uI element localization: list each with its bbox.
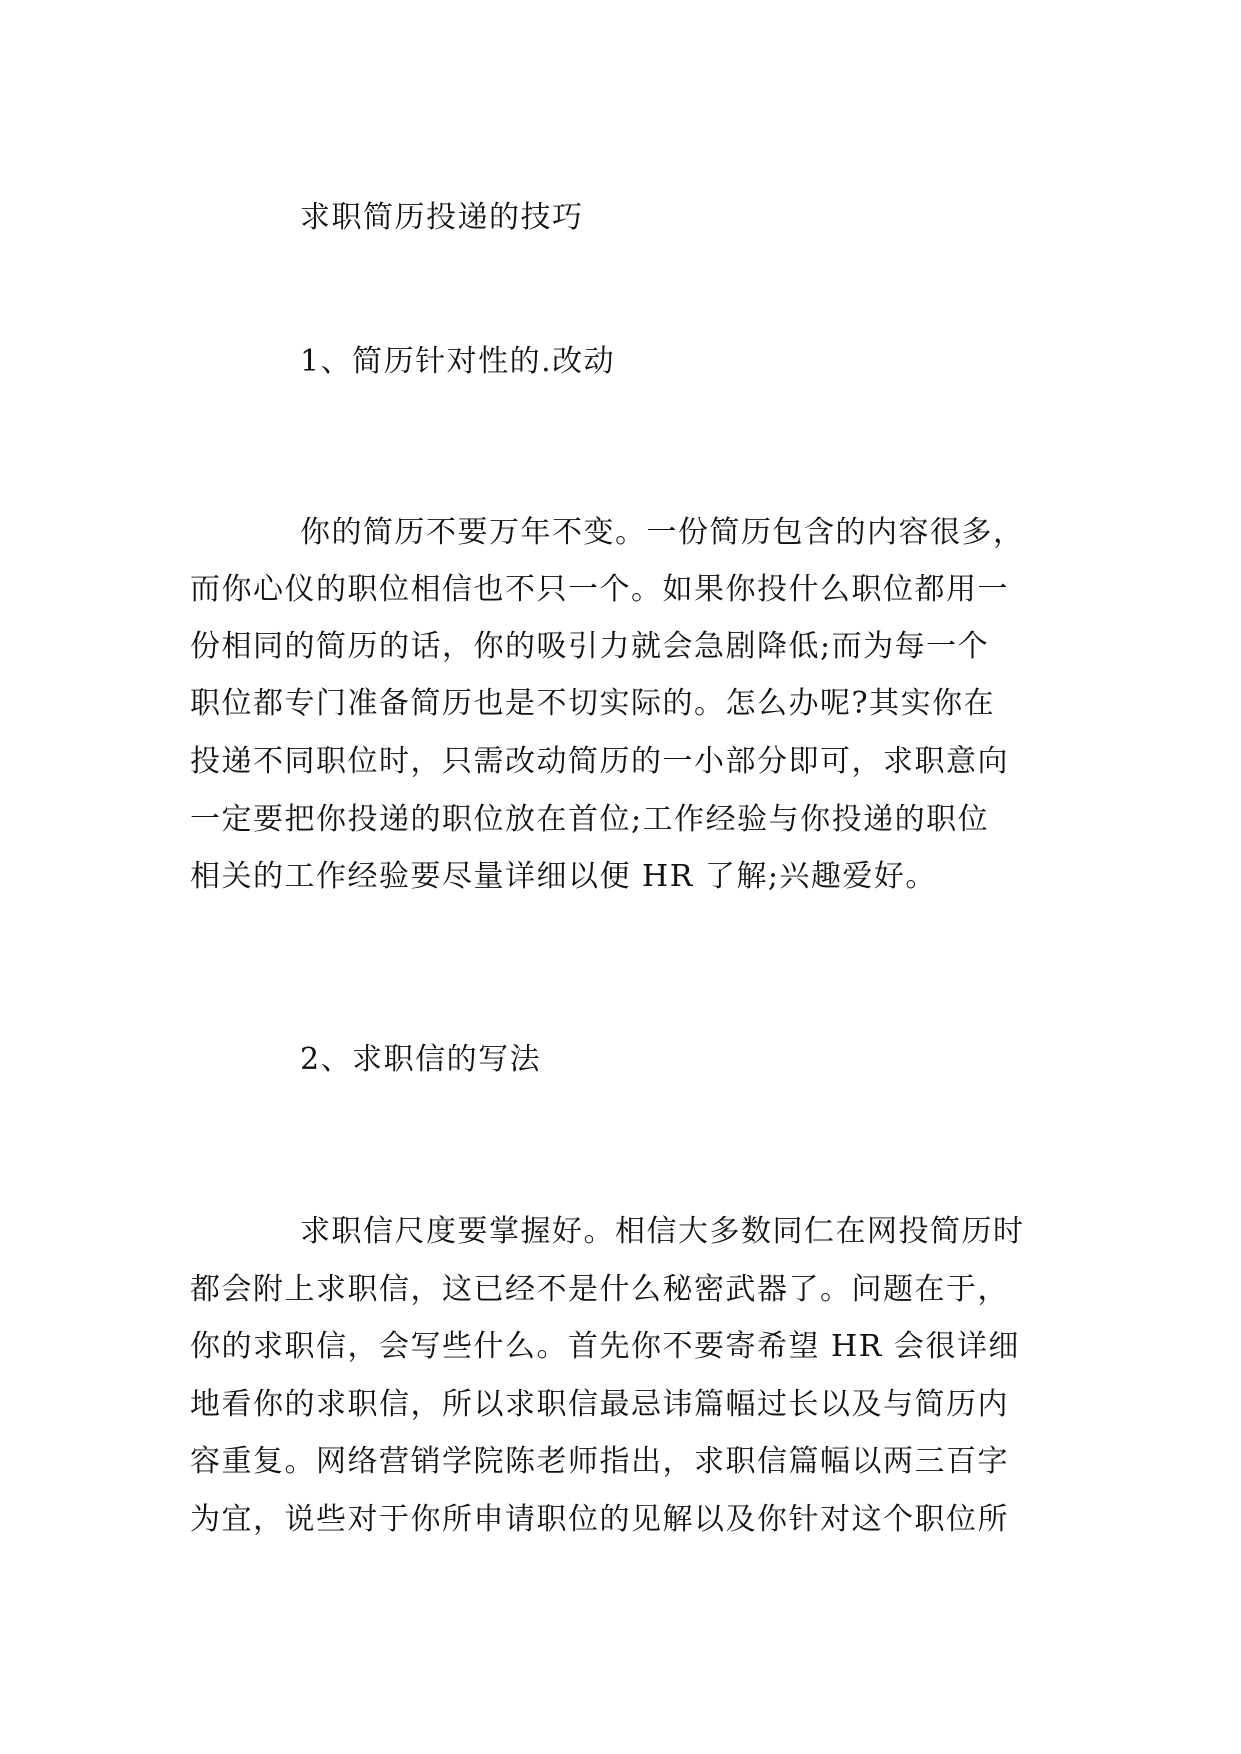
- paragraph-line: 容重复。网络营销学院陈老师指出，求职信篇幅以两三百字: [190, 1444, 1009, 1479]
- paragraph-line: 投递不同职位时，只需改动简历的一小部分即可，求职意向: [190, 744, 1009, 779]
- paragraph-line: 份相同的简历的话，你的吸引力就会急剧降低;而为每一个: [190, 629, 990, 664]
- paragraph-line: 地看你的求职信，所以求职信最忌讳篇幅过长以及与简历内: [190, 1387, 1009, 1422]
- section-2-heading: 2、求职信的写法: [300, 1042, 542, 1077]
- section-1-heading: 1、简历针对性的.改动: [300, 344, 616, 379]
- paragraph-line: 求职信尺度要掌握好。相信大多数同仁在网投简历时: [300, 1214, 1025, 1249]
- paragraph-line: 职位都专门准备简历也是不切实际的。怎么办呢?其实你在: [190, 686, 996, 721]
- paragraph-line: 为宜，说些对于你所申请职位的见解以及你针对这个职位所: [190, 1502, 1009, 1537]
- paragraph-line: 你的求职信，会写些什么。首先你不要寄希望 HR 会很详细: [190, 1329, 1020, 1364]
- paragraph-line: 相关的工作经验要尽量详细以便 HR 了解;兴趣爱好。: [190, 859, 937, 894]
- paragraph-line: 而你心仪的职位相信也不只一个。如果你投什么职位都用一: [190, 572, 1009, 607]
- paragraph-line: 都会附上求职信，这已经不是什么秘密武器了。问题在于，: [190, 1272, 1009, 1307]
- paragraph-line: 你的简历不要万年不变。一份简历包含的内容很多，: [300, 515, 1025, 550]
- document-title: 求职简历投递的技巧: [300, 200, 584, 235]
- paragraph-line: 一定要把你投递的职位放在首位;工作经验与你投递的职位: [190, 802, 990, 837]
